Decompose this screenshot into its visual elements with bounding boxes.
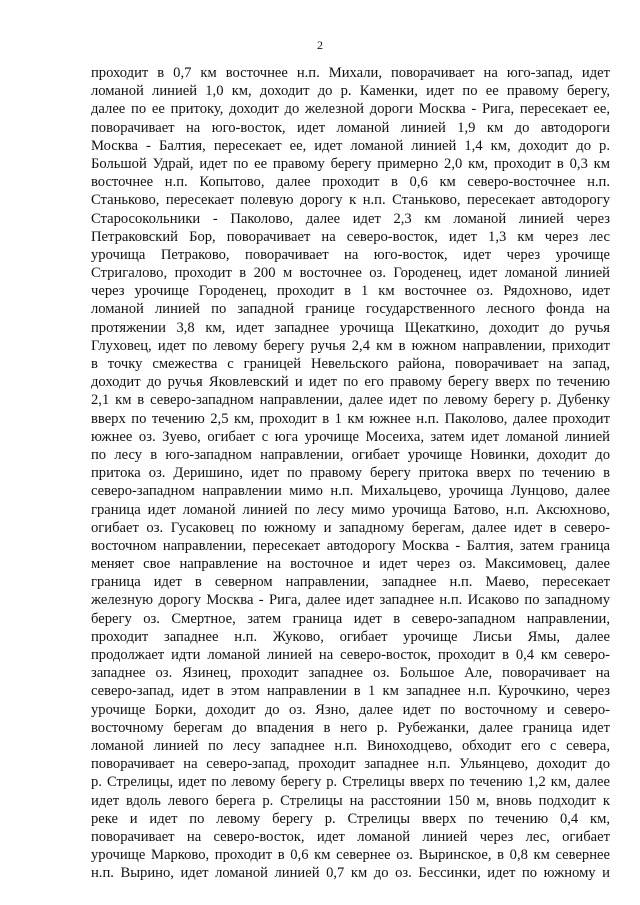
text-line: урочище Марково, проходит в 0,6 км севернее оз. Выринское, в 0,8 км севернее — [91, 847, 610, 864]
text-line: Старосокольники - Паколово, далее идет 2,3 км ломаной линией через — [91, 210, 610, 227]
text-line: железную дорогу Москва - Рига, далее идет западнее н.п. Исаково по западному — [91, 592, 610, 609]
text-line: притока оз. Деришино, идет по правому берегу притока вверх по течению в — [91, 465, 610, 482]
text-line: проходит в 0,7 км восточнее н.п. Михали, поворачивает на юго-запад, идет — [91, 65, 610, 81]
text-line: проходит западнее н.п. Жуково, огибает урочище Лисьи Ямы, далее — [91, 628, 610, 645]
text-line: поворачивает на северо-восток, идет ломаной линией через лес, огибает — [91, 828, 610, 845]
text-line: н.п. Вырино, идет ломаной линией 0,7 км до оз. Бессинки, идет по южному и — [91, 865, 610, 882]
text-line: восточнее н.п. Копытово, далее проходит в 0,6 км северо-восточнее н.п. — [91, 174, 610, 191]
text-line: граница идет в северном направлении, западнее н.п. Маево, пересекает — [91, 574, 610, 591]
text-line: Москва - Балтия, пересекает ее, идет ломаной линией 1,4 км, доходит до р. — [91, 137, 610, 154]
page-number: 2 — [317, 38, 323, 52]
text-line: берегу оз. Смертное, затем граница идет в северо-западном направлении, — [91, 610, 610, 627]
text-line: ломаной линией 1,0 км, доходит до р. Каменки, идет по ее правому берегу, — [91, 83, 610, 100]
text-line: вверх по течению 2,5 км, проходит в 1 км южнее н.п. Паколово, далее проходит — [91, 410, 610, 427]
text-line: протяжении 3,8 км, идет западнее урочища Щекаткино, доходит до ручья — [91, 319, 610, 336]
text-line: западнее оз. Язинец, проходит западнее оз. Большое Але, поворачивает на — [91, 665, 610, 682]
text-line: р. Стрелицы, идет по левому берегу р. Стрелицы вверх по течению 1,2 км, далее — [91, 774, 610, 791]
text-line: Большой Удрай, идет по ее правому берегу примерно 2,0 км, проходит в 0,3 км — [91, 155, 610, 172]
text-line: Глуховец, идет по левому берегу ручья 2,4 км в южном направлении, приходит — [91, 337, 610, 354]
text-line: далее по ее притоку, доходит до железной дороги Москва - Рига, пересекает ее, — [91, 101, 610, 118]
text-line: огибает оз. Гусаковец по южному и западному берегам, далее идет в северо- — [91, 519, 610, 536]
text-line: Станьково, пересекает полевую дорогу к н.п. Станьково, пересекает автодорогу — [91, 192, 610, 209]
text-line: реке и идет по левому берегу р. Стрелицы вверх по течению 0,4 км, — [91, 810, 610, 827]
text-line: северо-западном направлении мимо н.п. Михальцево, урочища Лунцово, далее — [91, 483, 610, 500]
text-line: северо-запад, идет в этом направлении в 1 км западнее н.п. Курочкино, через — [91, 683, 610, 700]
text-line: по лесу в юго-западном направлении, огибает урочище Новинки, доходит до — [91, 446, 610, 463]
text-line: Стригалово, проходит в 200 м восточнее оз. Городенец, идет ломаной линией — [91, 265, 610, 282]
text-line: доходит до ручья Яковлевский и идет по его правому берегу вверх по течению — [91, 374, 610, 391]
text-line: урочище Борки, доходит до оз. Язно, далее идет по восточному и северо- — [91, 701, 610, 718]
text-line: граница идет ломаной линией по лесу мимо урочища Батово, н.п. Аксюхново, — [91, 501, 610, 518]
text-line: южнее оз. Зуево, огибает с юга урочище Мосеиха, затем идет ломаной линией — [91, 428, 610, 445]
text-line: продолжает идти ломаной линией на северо-восток, проходит в 0,4 км северо- — [91, 647, 610, 663]
text-line: 2,1 км в северо-западном направлении, далее идет по левому берегу р. Дубенку — [91, 392, 610, 409]
text-line: поворачивает на юго-восток, идет ломаной линией 1,9 км до автодороги — [91, 119, 610, 136]
text-line: восточному берегам до впадения в него р. Рубежанки, далее граница идет — [91, 719, 610, 736]
text-line: поворачивает на северо-запад, проходит западнее н.п. Ульянцево, доходит до — [91, 756, 610, 773]
body-text — [91, 64, 610, 882]
text-line: через урочище Городенец, проходит в 1 км восточнее оз. Рядохново, идет — [91, 283, 610, 300]
text-line: восточном направлении, пересекает автодорогу Москва - Балтия, затем граница — [91, 537, 610, 554]
text-line: идет вдоль левого берега р. Стрелицы на расстоянии 150 м, вновь подходит к — [91, 792, 610, 809]
text-line: ломаной линией по западной границе государственного лесного фонда на — [91, 301, 610, 318]
text-line: ломаной линией по лесу западнее н.п. Виноходцево, обходит его с севера, — [91, 737, 610, 754]
text-line: в точку смежества с границей Невельского района, поворачивает на запад, — [91, 356, 610, 372]
text-line: Петраковский Бор, поворачивает на северо-восток, идет 1,3 км через лес — [91, 228, 610, 245]
text-line: меняет свое направление на восточное и идет через оз. Максимовец, далее — [91, 556, 610, 573]
text-line: урочища Петраково, поворачивает на юго-восток, идет через урочище — [91, 246, 610, 263]
